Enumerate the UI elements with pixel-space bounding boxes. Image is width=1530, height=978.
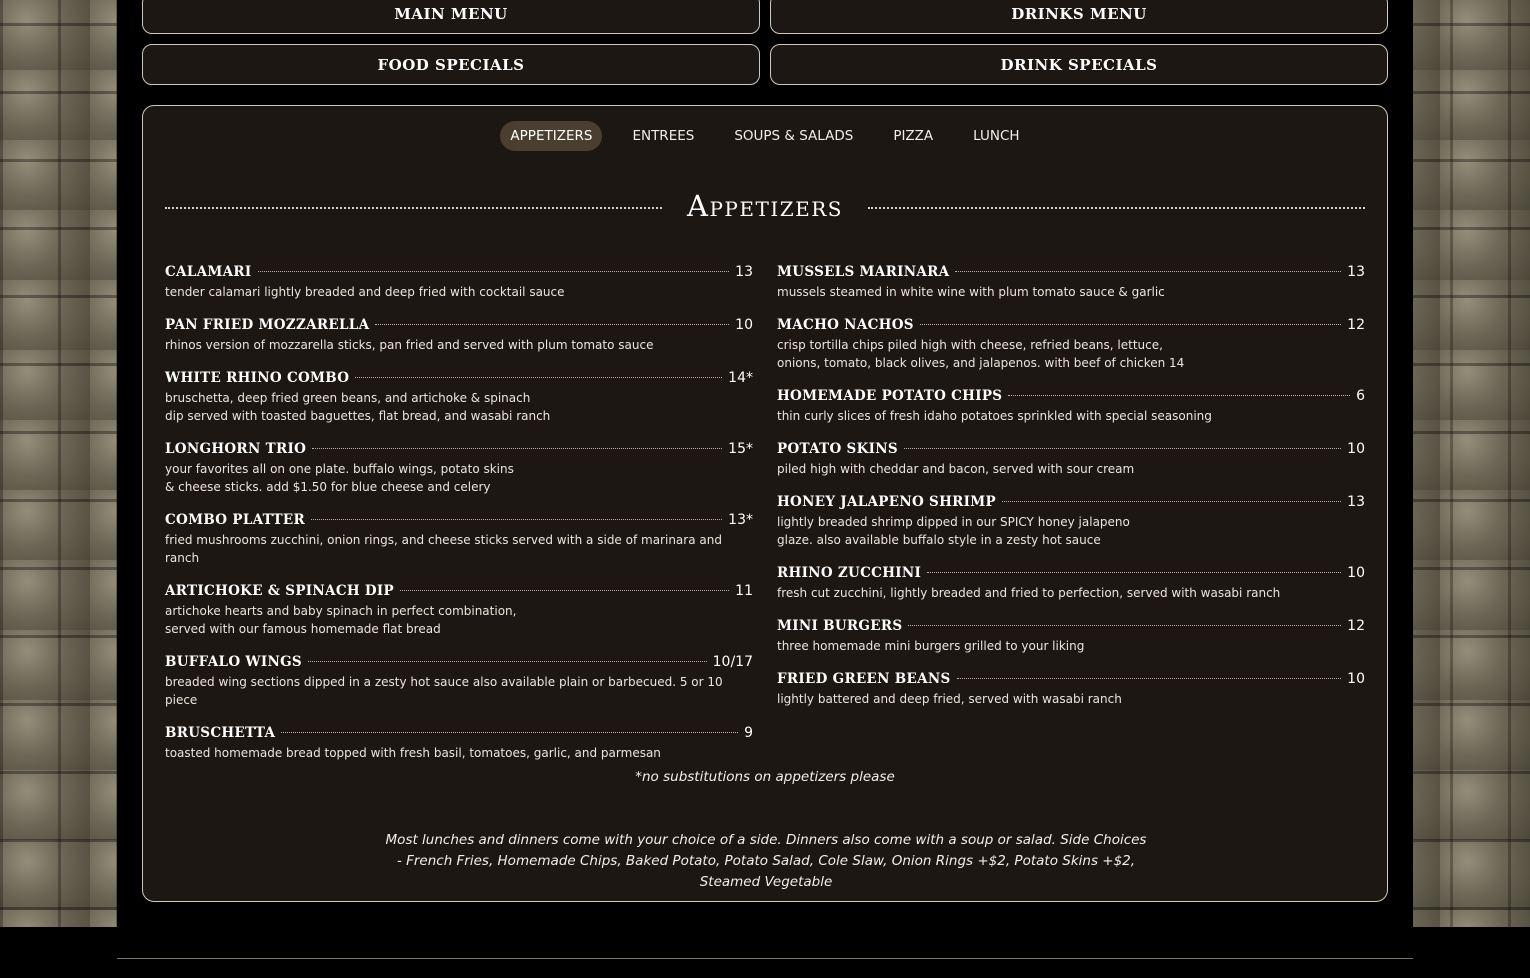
dotted-leader <box>308 661 707 662</box>
menu-item <box>777 388 1365 425</box>
page-container <box>117 0 1413 927</box>
menu-item-header <box>165 654 753 672</box>
menu-item-name: BUFFALO WINGS <box>165 654 302 670</box>
drinks-menu-button[interactable]: DRINKS MENU <box>770 0 1388 34</box>
menu-item-price: 14* <box>728 370 753 386</box>
food-specials-button[interactable]: FOOD SPECIALS <box>142 44 760 85</box>
menu-item-description: artichoke hearts and baby spinach in perfect combination, served with our famous homemade flat bread <box>165 604 517 636</box>
menu-item <box>165 512 753 567</box>
menu-item-name: MUSSELS MARINARA <box>777 264 950 280</box>
menu-item <box>777 565 1365 602</box>
dotted-leader <box>311 519 722 520</box>
menu-item-description: lightly battered and deep fried, served with wasabi ranch <box>777 692 1122 706</box>
menu-item-header <box>777 565 1365 583</box>
dotted-leader <box>281 732 738 733</box>
menu-item-price: 12 <box>1347 618 1365 634</box>
menu-item <box>777 441 1365 478</box>
menu-item-header <box>777 494 1365 512</box>
footer-bar <box>0 927 1530 978</box>
menu-item <box>165 264 753 301</box>
menu-column-left <box>165 264 753 778</box>
substitution-note: *no substitutions on appetizers please <box>635 769 895 785</box>
tab-entrees[interactable]: ENTREES <box>632 128 695 144</box>
menu-item-name: COMBO PLATTER <box>165 512 305 528</box>
menu-item-price: 10/17 <box>712 654 753 670</box>
menu-item <box>165 370 753 425</box>
menu-item-header <box>777 317 1365 335</box>
tab-pizza[interactable]: PIZZA <box>893 128 934 144</box>
menu-item <box>777 618 1365 655</box>
menu-item-name: WHITE RHINO COMBO <box>165 370 350 386</box>
menu-item-description: rhinos version of mozzarella sticks, pan fried and served with plum tomato sauce <box>165 338 654 352</box>
section-header <box>165 186 1365 226</box>
menu-item-description: your favorites all on one plate. buffalo wings, potato skins & cheese sticks. add $1.50 for blue cheese and celery <box>165 462 514 494</box>
section-title: Appetizers <box>687 189 843 223</box>
menu-item <box>165 441 753 496</box>
menu-item-name: LONGHORN TRIO <box>165 441 307 457</box>
menu-item-header <box>165 512 753 530</box>
menu-item-header <box>777 388 1365 406</box>
menu-item-name: FRIED GREEN BEANS <box>777 671 951 687</box>
menu-item-header <box>165 725 753 743</box>
menu-item-name: POTATO SKINS <box>777 441 898 457</box>
dotted-leader <box>400 590 729 591</box>
menu-item-name: MINI BURGERS <box>777 618 903 634</box>
footer-divider <box>117 958 1413 959</box>
menu-item-price: 13* <box>728 512 753 528</box>
menu-item-header <box>777 264 1365 282</box>
menu-item-description: thin curly slices of fresh idaho potatoes sprinkled with special seasoning <box>777 409 1212 423</box>
tab-soups-salads[interactable]: SOUPS & SALADS <box>734 128 854 144</box>
menu-item-price: 12 <box>1347 317 1365 333</box>
menu-item <box>777 264 1365 301</box>
menu-item-name: MACHO NACHOS <box>777 317 914 333</box>
menu-item-name: HONEY JALAPENO SHRIMP <box>777 494 996 510</box>
menu-item-header <box>777 671 1365 689</box>
dotted-leader <box>1008 395 1350 396</box>
menu-item-description: crisp tortilla chips piled high with cheese, refried beans, lettuce, onions, tomato, black olives, and jalapenos. with beef of chicken 14 <box>777 338 1185 370</box>
divider-right <box>868 207 1365 209</box>
menu-item-price: 6 <box>1356 388 1365 404</box>
dotted-leader <box>355 377 722 378</box>
menu-item <box>777 494 1365 549</box>
menu-item-price: 10 <box>1347 565 1365 581</box>
menu-item-header <box>777 441 1365 459</box>
menu-item-price: 10 <box>1347 441 1365 457</box>
menu-item-price: 9 <box>744 725 753 741</box>
menu-panel <box>142 105 1388 902</box>
divider-left <box>165 207 662 209</box>
menu-item-header <box>777 618 1365 636</box>
menu-item-price: 10 <box>1347 671 1365 687</box>
side-choices-note: Most lunches and dinners come with your choice of a side. Dinners also come with a soup or salad. Side Choices - French Fries, Homemade Chips, Baked Potato, Potato Salad, Cole Slaw, Onion Rings +$2, Potato Skins +$2, Steamed Vegetable <box>385 832 1147 890</box>
menu-item-description: mussels steamed in white wine with plum tomato sauce & garlic <box>777 285 1165 299</box>
dotted-leader <box>1002 501 1341 502</box>
dotted-leader <box>957 678 1342 679</box>
menu-item-price: 11 <box>735 583 753 599</box>
menu-item-header <box>165 441 753 459</box>
menu-item <box>165 317 753 354</box>
menu-column-right <box>777 264 1365 724</box>
dotted-leader <box>955 271 1341 272</box>
menu-item-description: tender calamari lightly breaded and deep fried with cocktail sauce <box>165 285 565 299</box>
menu-item-name: PAN FRIED MOZZARELLA <box>165 317 370 333</box>
menu-item-name: CALAMARI <box>165 264 252 280</box>
menu-item-header <box>165 317 753 335</box>
menu-item-price: 13 <box>1347 264 1365 280</box>
menu-item-description: lightly breaded shrimp dipped in our SPICY honey jalapeno glaze. also available buffalo style in a zesty hot sauce <box>777 515 1130 547</box>
dotted-leader <box>258 271 730 272</box>
menu-item-name: RHINO ZUCCHINI <box>777 565 922 581</box>
dotted-leader <box>920 324 1341 325</box>
dotted-leader <box>312 448 722 449</box>
menu-item <box>165 725 753 762</box>
dotted-leader <box>375 324 729 325</box>
menu-item-description: three homemade mini burgers grilled to your liking <box>777 639 1085 653</box>
menu-item-name: ARTICHOKE & SPINACH DIP <box>165 583 394 599</box>
menu-item-description: breaded wing sections dipped in a zesty hot sauce also available plain or barbecued. 5 or 10 piece <box>165 675 723 707</box>
menu-item-header <box>165 370 753 388</box>
menu-item <box>165 654 753 709</box>
menu-item-price: 10 <box>735 317 753 333</box>
menu-item <box>165 583 753 638</box>
tab-lunch[interactable]: LUNCH <box>973 128 1020 144</box>
menu-item-description: fresh cut zucchini, lightly breaded and fried to perfection, served with wasabi ranch <box>777 586 1281 600</box>
menu-item-name: BRUSCHETTA <box>165 725 276 741</box>
category-tabs <box>143 121 1387 151</box>
menu-item-description: bruschetta, deep fried green beans, and artichoke & spinach dip served with toasted baguettes, flat bread, and wasabi ranch <box>165 391 551 423</box>
menu-item-price: 13 <box>735 264 753 280</box>
menu-item-description: fried mushrooms zucchini, onion rings, and cheese sticks served with a side of marinara and ranch <box>165 533 722 565</box>
dotted-leader <box>908 625 1341 626</box>
dotted-leader <box>927 572 1341 573</box>
menu-item-price: 13 <box>1347 494 1365 510</box>
menu-item-description: piled high with cheddar and bacon, served with sour cream <box>777 462 1135 476</box>
drink-specials-button[interactable]: DRINK SPECIALS <box>770 44 1388 85</box>
menu-item <box>777 317 1365 372</box>
menu-item <box>777 671 1365 708</box>
tab-appetizers[interactable]: APPETIZERS <box>500 121 602 151</box>
menu-item-name: HOMEMADE POTATO CHIPS <box>777 388 1003 404</box>
main-menu-button[interactable]: MAIN MENU <box>142 0 760 34</box>
dotted-leader <box>904 448 1341 449</box>
menu-item-price: 15* <box>728 441 753 457</box>
menu-item-description: toasted homemade bread topped with fresh basil, tomatoes, garlic, and parmesan <box>165 746 661 760</box>
menu-item-header <box>165 583 753 601</box>
menu-item-header <box>165 264 753 282</box>
